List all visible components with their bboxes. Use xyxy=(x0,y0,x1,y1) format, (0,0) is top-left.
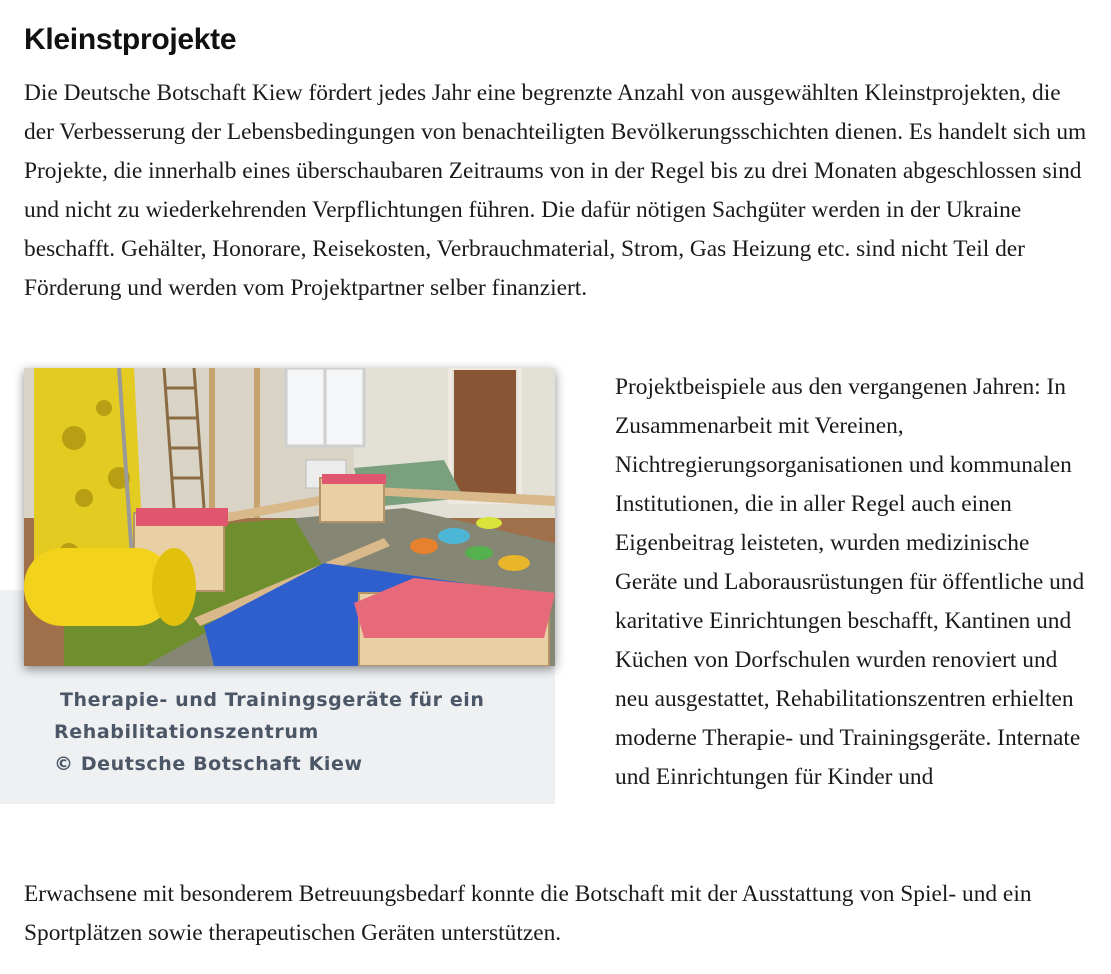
bottom-paragraph: Erwachsene mit besonderem Betreuungsbedarf konnte die Botschaft mit der Ausstattung von Spiel- und ein Sportplätzen sowie therapeutischen Geräten unterstützen. xyxy=(24,881,1032,946)
caption-credit: © Deutsche Botschaft Kiew xyxy=(54,753,363,775)
figure xyxy=(0,364,555,804)
rehabilitation-room-photo xyxy=(24,368,555,666)
page-title: Kleinstprojekte xyxy=(24,23,237,56)
caption-line: Rehabilitationszentrum xyxy=(54,721,319,743)
intro-paragraph: Die Deutsche Botschaft Kiew fördert jedes Jahr eine begrenzte Anzahl von ausgewählten Kleinstprojekten, die der Verbesserung der Lebensbedingungen von benachteiligten Bevölkerungsschichten dienen. Es handelt sich um Projekte, die innerhalb eines überschaubaren Zeitraums von in der Regel bis zu drei Monaten abgeschlossen sind und nicht zu wiederkehrenden Verpflichtungen führen. Die dafür nötigen Sachgüter werden in der Ukraine beschafft. Gehälter, Honorare, Reisekosten, Verbrauchmaterial, Strom, Gas Heizung etc. sind nicht Teil der Förderung und werden vom Projektpartner selber finanziert. xyxy=(24,80,1087,301)
image-caption xyxy=(54,684,524,780)
article xyxy=(24,18,1094,946)
side-paragraph: Projektbeispiele aus den vergangenen Jahren: In Zusammenarbeit mit Vereinen, Nichtregierungsorganisationen und kommunalen Institutionen, die in aller Regel auch einen Eigenbeitrag leisteten, wurden medizinische Geräte und Laborausrüstungen für öffentliche und karitative Einrichtungen beschafft, Kantinen und Küchen von Dorfschulen wurden renoviert und neu ausgestattet, Rehabilitationszentren erhielten moderne Therapie- und Trainingsgeräte. Internate und Einrichtungen für Kinder und xyxy=(615,374,1085,790)
caption-line: Therapie- und Trainingsgeräte für ein xyxy=(60,689,485,711)
